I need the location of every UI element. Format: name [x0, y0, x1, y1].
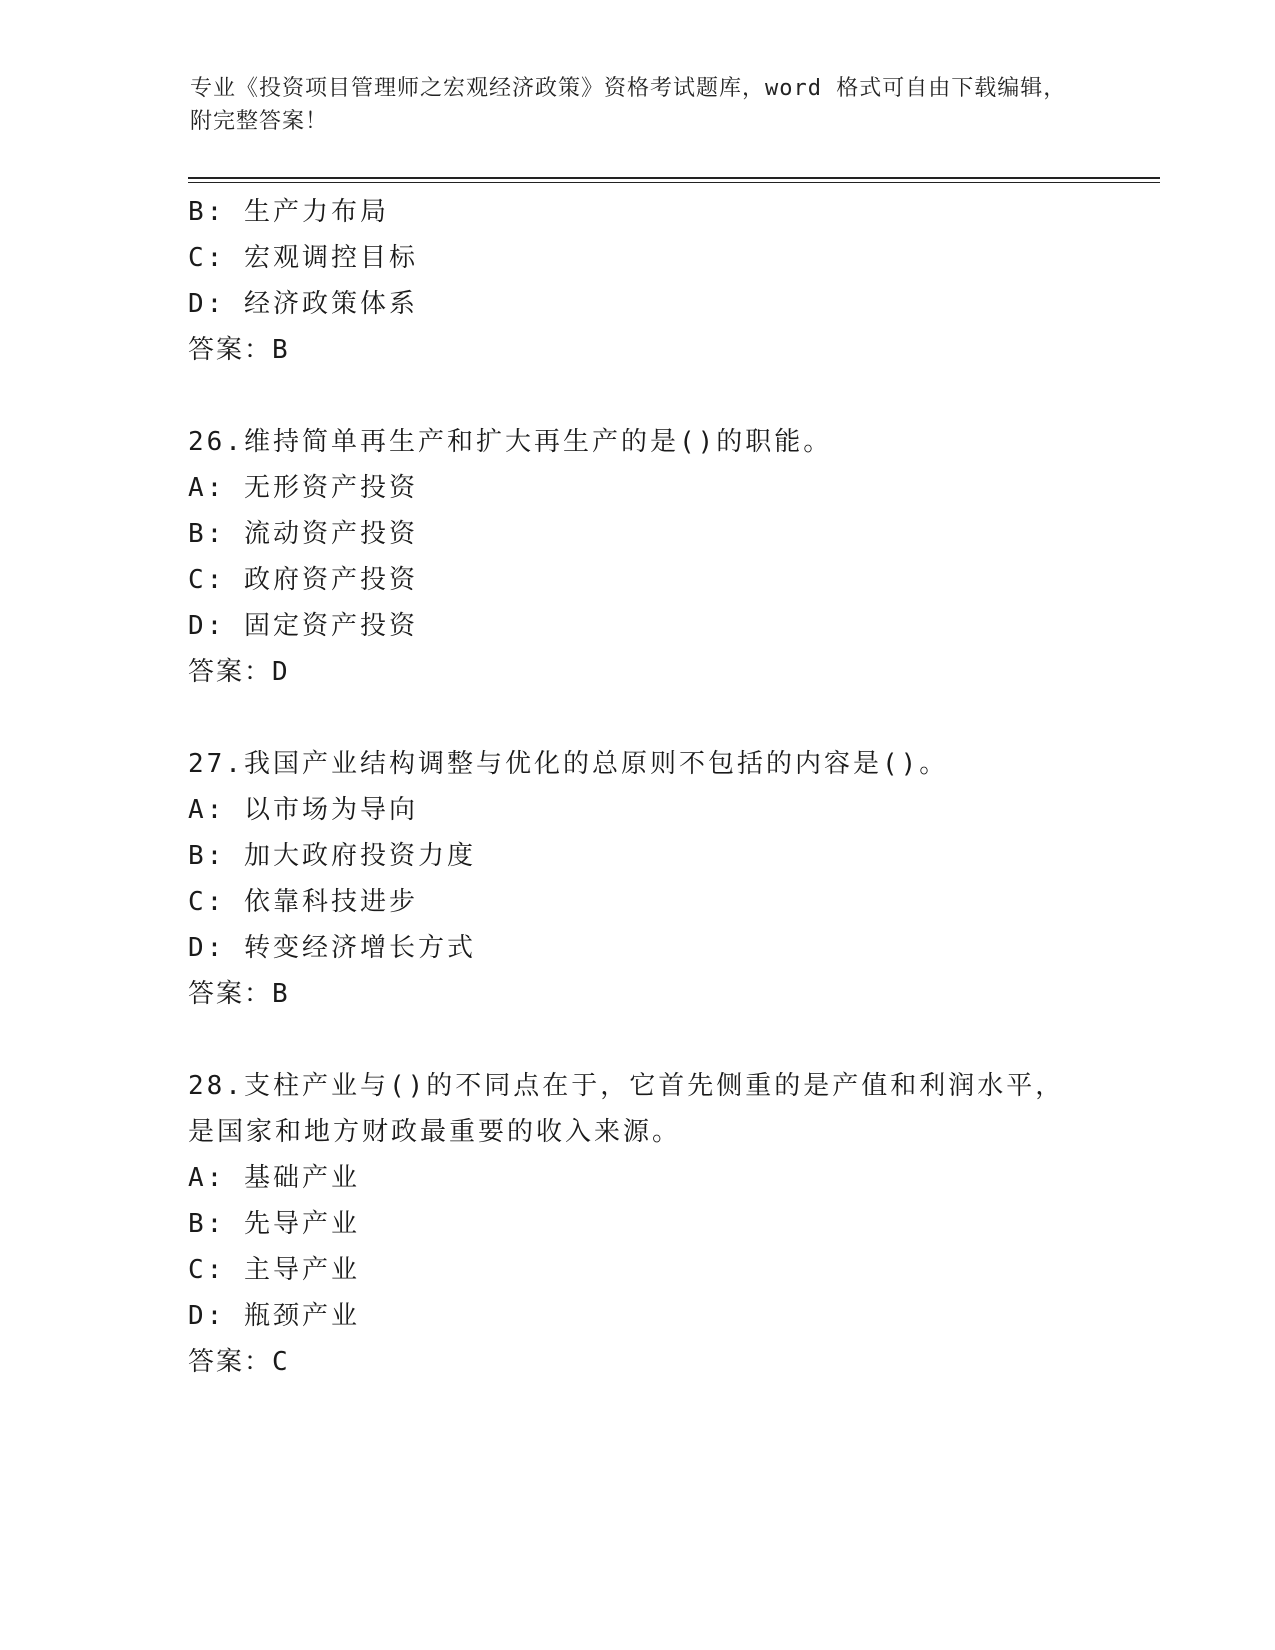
answer-label: 答案：	[188, 335, 273, 365]
option-text: 先导产业	[243, 1209, 360, 1239]
header-divider-thin	[188, 182, 1160, 183]
option-b	[188, 511, 1088, 557]
option-a	[188, 1155, 1088, 1201]
question-27	[188, 741, 1088, 1017]
option-letter: C:	[188, 565, 226, 595]
option-letter: C:	[188, 887, 226, 917]
answer-line	[188, 649, 1088, 695]
option-letter: B:	[188, 519, 226, 549]
answer-label: 答案：	[188, 657, 273, 687]
option-d	[188, 603, 1088, 649]
option-text: 基础产业	[243, 1163, 360, 1193]
answer-line	[188, 1339, 1088, 1385]
spacer	[188, 1017, 1088, 1063]
option-d	[188, 925, 1088, 971]
option-c	[188, 557, 1088, 603]
option-letter: D:	[188, 1301, 226, 1331]
option-letter: C:	[188, 1255, 226, 1285]
option-letter: D:	[188, 611, 226, 641]
option-text: 主导产业	[243, 1255, 360, 1285]
question-list	[188, 189, 1088, 1385]
question-26	[188, 419, 1088, 695]
option-text: 依靠科技进步	[243, 887, 418, 917]
option-text: 经济政策体系	[243, 289, 418, 319]
answer-line	[188, 327, 1088, 373]
answer-label: 答案：	[188, 1347, 273, 1377]
option-letter: A:	[188, 1163, 226, 1193]
option-letter: A:	[188, 795, 226, 825]
option-text: 瓶颈产业	[243, 1301, 360, 1331]
option-d	[188, 281, 1088, 327]
answer-value: B	[272, 335, 290, 365]
option-text: 以市场为导向	[243, 795, 418, 825]
spacer	[188, 373, 1088, 419]
option-text: 转变经济增长方式	[243, 933, 476, 963]
answer-line	[188, 971, 1088, 1017]
option-b	[188, 189, 1088, 235]
partial-question	[188, 189, 1088, 373]
option-text: 政府资产投资	[243, 565, 418, 595]
answer-value: C	[272, 1347, 290, 1377]
option-b	[188, 833, 1088, 879]
document-header: 专业《投资项目管理师之宏观经济政策》资格考试题库，word 格式可自由下载编辑，附完整答案！	[190, 76, 1067, 134]
option-c	[188, 1247, 1088, 1293]
question-28	[188, 1063, 1088, 1385]
option-c	[188, 879, 1088, 925]
question-stem: 28.支柱产业与()的不同点在于，它首先侧重的是产值和利润水平，是国家和地方财政最重要的收入来源。	[188, 1071, 1065, 1147]
option-text: 加大政府投资力度	[243, 841, 476, 871]
option-text: 生产力布局	[243, 197, 389, 227]
answer-value: D	[272, 657, 290, 687]
option-text: 流动资产投资	[243, 519, 418, 549]
option-letter: C:	[188, 243, 226, 273]
option-text: 宏观调控目标	[243, 243, 418, 273]
option-c	[188, 235, 1088, 281]
option-text: 固定资产投资	[243, 611, 418, 641]
option-letter: B:	[188, 1209, 226, 1239]
answer-value: B	[272, 979, 290, 1009]
option-a	[188, 787, 1088, 833]
option-a	[188, 465, 1088, 511]
question-stem: 26.维持简单再生产和扩大再生产的是()的职能。	[188, 427, 833, 457]
header-divider-thick	[188, 177, 1160, 179]
answer-label: 答案：	[188, 979, 273, 1009]
option-letter: B:	[188, 841, 226, 871]
question-stem: 27.我国产业结构调整与优化的总原则不包括的内容是()。	[188, 749, 949, 779]
option-letter: A:	[188, 473, 226, 503]
option-d	[188, 1293, 1088, 1339]
option-letter: B:	[188, 197, 226, 227]
option-b	[188, 1201, 1088, 1247]
option-letter: D:	[188, 289, 226, 319]
spacer	[188, 695, 1088, 741]
option-letter: D:	[188, 933, 226, 963]
option-text: 无形资产投资	[243, 473, 418, 503]
